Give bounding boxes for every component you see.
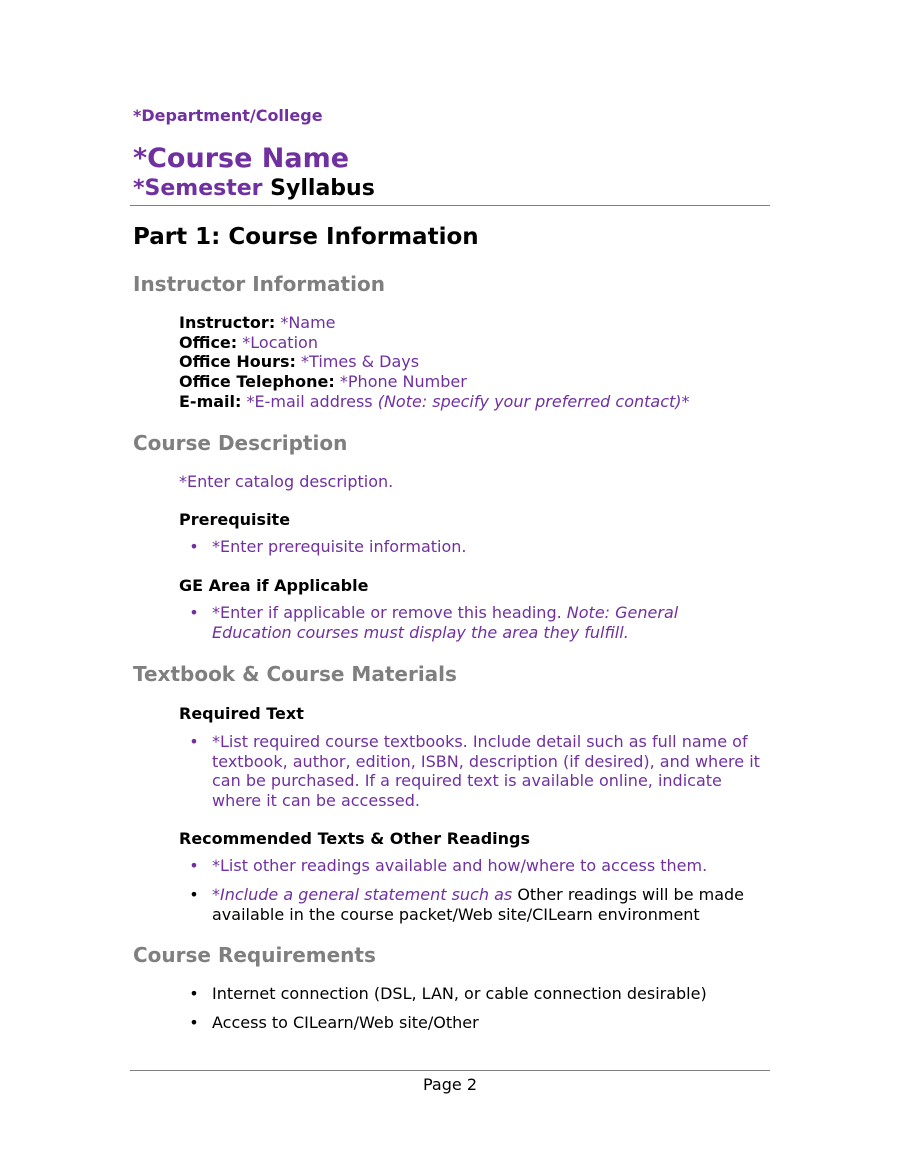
bullet-icon: • xyxy=(189,984,199,1003)
ge-area-text: *Enter if applicable or remove this heading. xyxy=(212,603,562,622)
office-value: *Location xyxy=(242,333,318,352)
office-hours-label: Office Hours: xyxy=(179,352,296,371)
ge-area-heading: GE Area if Applicable xyxy=(179,576,369,595)
department-label: *Department/College xyxy=(133,106,323,125)
part-title: Part 1: Course Information xyxy=(133,224,479,250)
email-value: *E-mail address xyxy=(246,392,373,411)
course-requirements-heading: Course Requirements xyxy=(133,943,376,967)
office-telephone-label: Office Telephone: xyxy=(179,372,335,391)
instructor-label: Instructor: xyxy=(179,313,276,332)
general-statement-prefix: *Include a general statement such as xyxy=(212,885,513,904)
recommended-text: *List other readings available and how/where to access them. xyxy=(212,856,708,875)
prerequisite-heading: Prerequisite xyxy=(179,510,291,529)
semester-label: *Semester xyxy=(133,176,263,201)
bullet-icon: • xyxy=(189,732,199,751)
requirement-text: Access to CILearn/Web site/Other xyxy=(212,1013,479,1032)
textbook-heading: Textbook & Course Materials xyxy=(133,662,457,686)
prerequisite-item xyxy=(189,537,772,557)
office-row xyxy=(179,333,318,353)
footer-divider xyxy=(130,1070,770,1071)
requirement-item xyxy=(189,984,772,1004)
catalog-description: *Enter catalog description. xyxy=(179,472,394,491)
required-text-item xyxy=(189,732,772,810)
requirement-item xyxy=(189,1013,772,1033)
general-statement-text: Other readings will be made available in the course packet/Web site/CILearn environment xyxy=(212,885,745,924)
email-label: E-mail: xyxy=(179,392,242,411)
required-text-heading: Required Text xyxy=(179,704,304,723)
office-hours-value: *Times & Days xyxy=(301,352,420,371)
ge-area-item xyxy=(189,603,742,642)
syllabus-label: Syllabus xyxy=(270,176,375,201)
requirement-text: Internet connection (DSL, LAN, or cable connection desirable) xyxy=(212,984,707,1003)
recommended-texts-heading: Recommended Texts & Other Readings xyxy=(179,829,531,848)
required-text-body: *List required course textbooks. Include detail such as full name of textbook, author, edition, ISBN, description (if desired), and where it can be purchased. If a required text is available online, indicate where it can be accessed. xyxy=(212,732,760,810)
semester-syllabus-title xyxy=(133,176,375,201)
course-name-title: *Course Name xyxy=(133,143,350,174)
header-divider xyxy=(130,205,770,206)
page-number: Page 2 xyxy=(423,1075,477,1094)
office-hours-row xyxy=(179,352,419,372)
office-label: Office: xyxy=(179,333,238,352)
instructor-row xyxy=(179,313,336,333)
instructor-value: *Name xyxy=(280,313,336,332)
prerequisite-text: *Enter prerequisite information. xyxy=(212,537,467,556)
course-description-heading: Course Description xyxy=(133,431,348,455)
general-statement-item xyxy=(189,885,772,924)
bullet-icon: • xyxy=(189,603,199,622)
email-note: (Note: specify your preferred contact)* xyxy=(377,392,690,411)
ge-area-note: Note: General Education courses must display the area they fulfill. xyxy=(212,603,679,642)
bullet-icon: • xyxy=(189,856,199,875)
bullet-icon: • xyxy=(189,1013,199,1032)
email-row xyxy=(179,392,690,412)
office-telephone-value: *Phone Number xyxy=(339,372,467,391)
bullet-icon: • xyxy=(189,537,199,556)
office-telephone-row xyxy=(179,372,467,392)
recommended-item xyxy=(189,856,772,876)
instructor-info-heading: Instructor Information xyxy=(133,272,385,296)
bullet-icon: • xyxy=(189,885,199,904)
